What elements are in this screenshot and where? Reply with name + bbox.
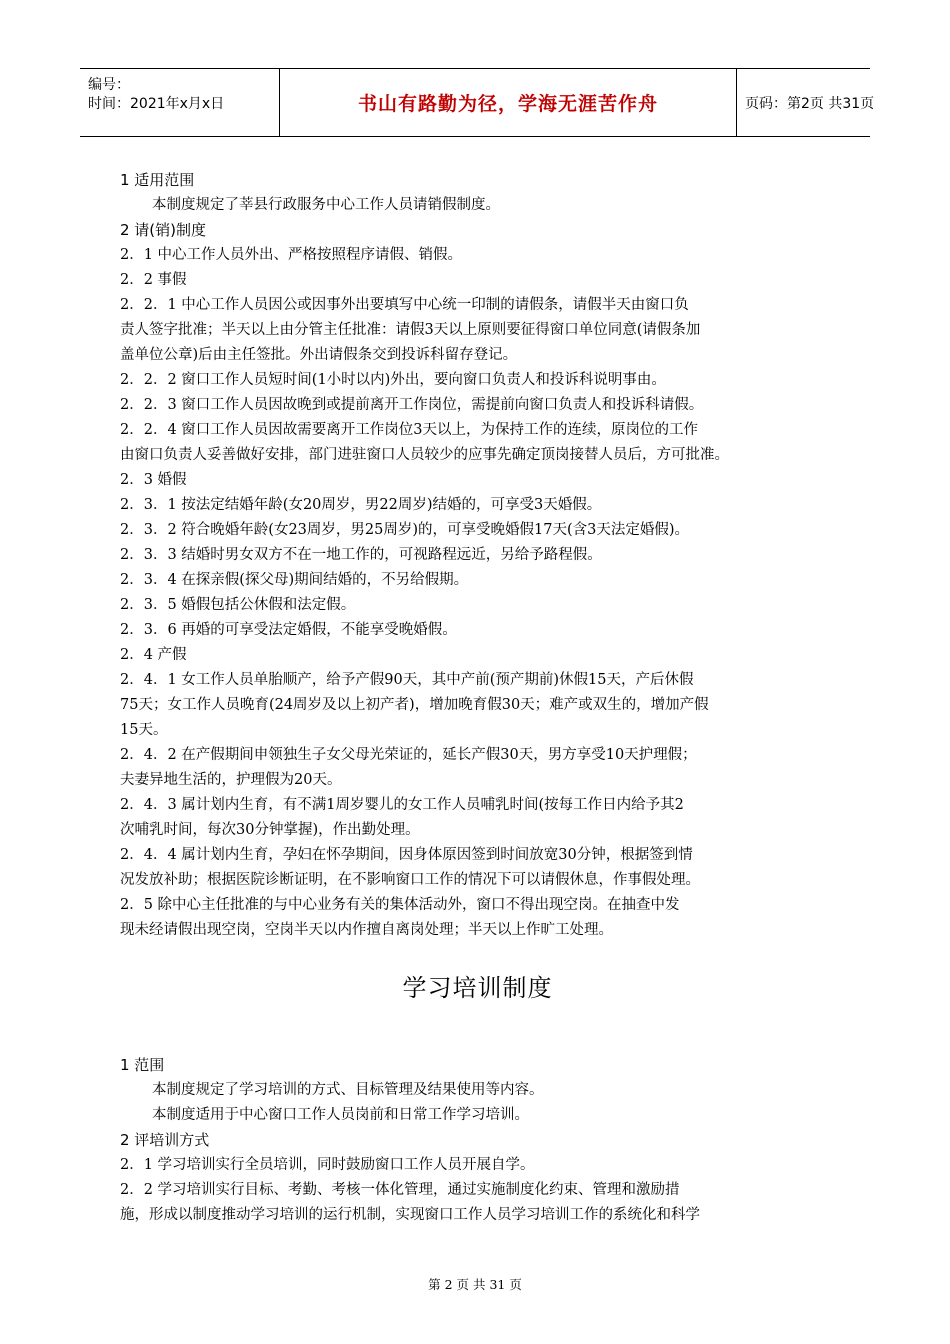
- section-heading: 2 请(销)制度: [120, 221, 207, 239]
- clause-line: 2．3．1 按法定结婚年龄(女20周岁，男22周岁)结婚的，可享受3天婚假。: [120, 497, 602, 513]
- clause-line: 次哺乳时间，每次30分钟掌握)，作出勤处理。: [120, 822, 420, 838]
- clause-line: 2．4．2 在产假期间申领独生子女父母光荣证的，延长产假30天，男方享受10天护理假；: [120, 747, 697, 763]
- clause-line: 2．2．2 窗口工作人员短时间(1小时以内)外出，要向窗口负责人和投诉科说明事由。: [120, 372, 666, 388]
- clause-line: 2．2．1 中心工作人员因公或因事外出要填写中心统一印制的请假条，请假半天由窗口负: [120, 297, 689, 313]
- clause-line: 2．4．3 属计划内生育，有不满1周岁婴儿的女工作人员哺乳时间(按每工作日内给予其2: [120, 797, 684, 813]
- clause-line: 2．3．4 在探亲假(探父母)期间结婚的，不另给假期。: [120, 572, 469, 588]
- paragraph: 本制度规定了学习培训的方式、目标管理及结果使用等内容。: [152, 1082, 544, 1098]
- clause-line: 盖单位公章)后由主任签批。外出请假条交到投诉科留存登记。: [120, 347, 518, 363]
- page-footer: 第 2 页 共 31 页: [428, 1277, 522, 1292]
- clause-line: 2．2．3 窗口工作人员因故晚到或提前离开工作岗位，需提前向窗口负责人和投诉科请假。: [120, 397, 704, 413]
- clause-line: 2．1 学习培训实行全员培训，同时鼓励窗口工作人员开展自学。: [120, 1157, 535, 1173]
- clause-line: 2．3．5 婚假包括公休假和法定假。: [120, 597, 356, 613]
- section-heading: 1 适用范围: [120, 171, 195, 189]
- spacer: [120, 1008, 835, 1033]
- paragraph: 本制度规定了莘县行政服务中心工作人员请销假制度。: [152, 197, 500, 213]
- clause-line: 2．3．2 符合晚婚年龄(女23周岁，男25周岁)的，可享受晚婚假17天(含3天法定婚假)。: [120, 522, 689, 538]
- doc-code-label: 编号：: [88, 77, 130, 93]
- clause-line: 况发放补助；根据医院诊断证明，在不影响窗口工作的情况下可以请假休息，作事假处理。: [120, 872, 700, 888]
- doc-date-label: 时间：2021年x月x日: [88, 96, 225, 112]
- clause-line: 夫妻异地生活的，护理假为20天。: [120, 772, 342, 788]
- clause-line: 15天。: [120, 722, 168, 738]
- clause-line: 2．3．3 结婚时男女双方不在一地工作的，可视路程远近，另给予路程假。: [120, 547, 602, 563]
- section-heading: 1 范围: [120, 1056, 165, 1074]
- clause-line: 2．5 除中心主任批准的与中心业务有关的集体活动外，窗口不得出现空岗。在抽查中发: [120, 897, 680, 913]
- paragraph: 本制度适用于中心窗口工作人员岗前和日常工作学习培训。: [152, 1107, 529, 1123]
- document-body: [120, 168, 835, 1228]
- clause-line: 2．2．4 窗口工作人员因故需要离开工作岗位3天以上，为保持工作的连续，原岗位的工作: [120, 422, 699, 438]
- header-page-number: 页码：第2页 共31页: [745, 95, 875, 112]
- spacer: [120, 1033, 835, 1053]
- clause-line: 2．2 事假: [120, 272, 187, 288]
- clause-line: 75天；女工作人员晚育(24周岁及以上初产者)，增加晚育假30天；难产或双生的，增加产假: [120, 697, 709, 713]
- document-title: 学习培训制度: [402, 974, 553, 1002]
- page-header: [80, 68, 875, 137]
- clause-line: 责人签字批准；半天以上由分管主任批准：请假3天以上原则要征得窗口单位同意(请假条加: [120, 322, 701, 338]
- clause-line: 2．3 婚假: [120, 472, 187, 488]
- clause-line: 现未经请假出现空岗，空岗半天以内作擅自离岗处理；半天以上作旷工处理。: [120, 922, 613, 938]
- header-meta: [80, 69, 280, 136]
- clause-line: 2．4．4 属计划内生育，孕妇在怀孕期间，因身体原因签到时间放宽30分钟，根据签到情: [120, 847, 693, 863]
- header-motto: 书山有路勤为径，学海无涯苦作舟: [280, 69, 737, 136]
- clause-line: 2．2 学习培训实行目标、考勤、考核一体化管理，通过实施制度化约束、管理和激励措: [120, 1182, 680, 1198]
- clause-line: 由窗口负责人妥善做好安排，部门进驻窗口人员较少的应事先确定顶岗接替人员后，方可批准。: [120, 447, 729, 463]
- section-heading: 2 评培训方式: [120, 1131, 210, 1149]
- clause-line: 施，形成以制度推动学习培训的运行机制，实现窗口工作人员学习培训工作的系统化和科学: [120, 1207, 700, 1223]
- clause-line: 2．1 中心工作人员外出、严格按照程序请假、销假。: [120, 247, 463, 263]
- spacer: [120, 943, 835, 968]
- clause-line: 2．3．6 再婚的可享受法定婚假，不能享受晚婚假。: [120, 622, 457, 638]
- clause-line: 2．4．1 女工作人员单胎顺产，给予产假90天，其中产前(预产期前)休假15天，产后休假: [120, 672, 694, 688]
- clause-line: 2．4 产假: [120, 647, 187, 663]
